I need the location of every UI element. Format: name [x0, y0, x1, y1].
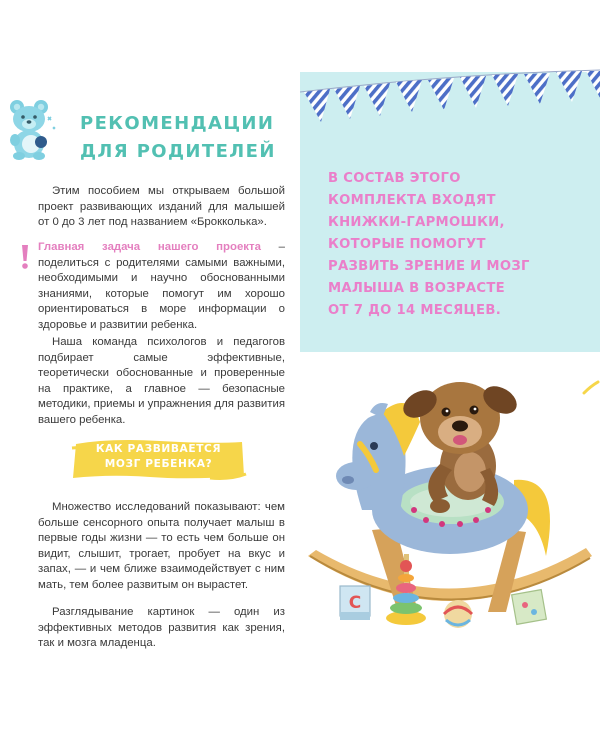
goal-highlight: Главная задача нашего проекта [38, 241, 261, 253]
promo-line-5: РАЗВИТЬ ЗРЕНИЕ И МОЗГ [328, 259, 530, 274]
intro-paragraph: Этим пособием мы открываем большой проект развивающих изданий для малышей от 0 до 3 лет под названием «Брокколька». [38, 185, 285, 229]
teddy-bear-icon [4, 97, 60, 161]
cube-letter: С [348, 593, 362, 613]
promo-line-6: МАЛЫША В ВОЗРАСТЕ [328, 281, 505, 296]
subheading-highlight [70, 436, 247, 482]
page-heading [80, 110, 280, 166]
promo-line-1: В СОСТАВ ЭТОГО [328, 171, 461, 186]
exclamation-icon [19, 244, 31, 270]
pictures-paragraph: Разглядывание картинок — один из эффективных методов развития как зрения, так и мозга младенца. [38, 606, 285, 650]
team-paragraph: Наша команда психологов и педагогов подбирает самые эффективные, теоретически обоснованные и проверенные на практике, а главное — безопасные методики, приемы и упражнения для развития вашего ребенка. [38, 336, 285, 426]
heading-line-2: ДЛЯ РОДИТЕЛЕЙ [80, 141, 276, 162]
subheading [70, 442, 247, 472]
promo-line-2: КОМПЛЕКТА ВХОДЯТ [328, 193, 496, 208]
goal-paragraph [38, 240, 285, 334]
heading-line-1: РЕКОМЕНДАЦИИ [80, 113, 275, 134]
puppy-on-rocking-horse [300, 360, 600, 650]
goal-text: – поделиться с родителями самыми важными, необходимыми и научно обоснованными знаниями, которые помогут им хорошо ориентироваться в море информации о здоровье и развитии ребенка. [38, 241, 285, 331]
subheading-line-1: КАК РАЗВИВАЕТСЯ [95, 443, 222, 455]
subheading-line-2: МОЗГ РЕБЕНКА? [104, 458, 213, 470]
promo-line-4: КОТОРЫЕ ПОМОГУТ [328, 237, 486, 252]
promo-line-7: ОТ 7 ДО 14 МЕСЯЦЕВ. [328, 303, 502, 318]
promo-line-3: КНИЖКИ-ГАРМОШКИ, [328, 215, 505, 230]
bunting-flags [300, 68, 600, 138]
promo-text [328, 168, 598, 322]
research-paragraph: Множество исследований показывают: чем больше сенсорного опыта получает малыш в первые годы жизни — то есть чем больше он видит, слышит, трогает, пробует на вкус и запах, — и чем ближе взаимодействует с ним мать, тем более развитым он вырастет. [38, 501, 285, 591]
